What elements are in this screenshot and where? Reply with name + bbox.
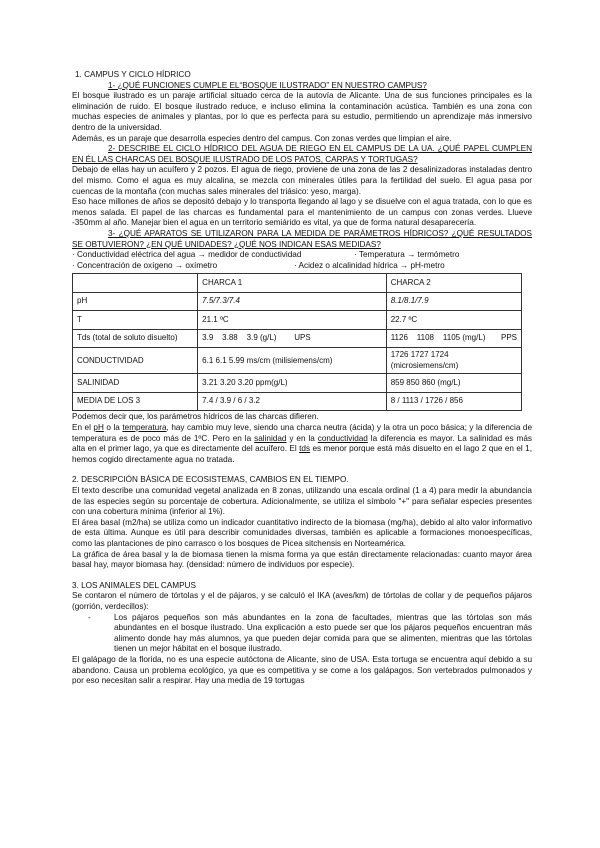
instrument-row [72, 261, 532, 272]
instrument-item: · Conductividad eléctrica del agua → medidor de conductividad [72, 250, 302, 260]
section-1-title: 1. CAMPUS Y CICLO HÍDRICO [75, 70, 191, 79]
table-row [73, 348, 522, 374]
question-2: 2- DESCRIBE EL CICLO HÍDRICO DEL AGUA DE RIEGO EN EL CAMPUS DE LA UA. ¿QUÉ PAPEL CUMPLEN EN ÉL LAS CHARCAS DEL BOSQUE ILUSTRADO DE LOS PATOS, CARPAS Y TORTUGAS? [72, 144, 532, 164]
instrument-item: · Acidez o alcalinidad hídrica → pH-metro [294, 260, 445, 270]
table-cell: CHARCA 2 [386, 274, 521, 293]
table-cell: 21.1 ºC [198, 311, 387, 330]
term-conductividad: conductividad [317, 433, 368, 443]
table-cell: T [73, 311, 198, 330]
measurements-table [72, 273, 522, 411]
instrument-item: · Temperatura → termómetro [354, 250, 460, 260]
paragraph: Podemos decir que, los parámetros hídricos de las charcas difieren. [72, 412, 319, 422]
paragraph: El bosque ilustrado es un paraje artificial situado cerca de la autovía de Alicante. Una de sus funciones principales es la eliminación de ruido. El bosque ilustrado reduce, e incluso elimina la contaminación acústica. También es una zona con muchas especies de animales y plantas, por lo que es perfecta para su estudio, permitiendo un aprendizaje más inmersivo dentro de la universidad. [72, 91, 532, 132]
list-item [82, 613, 532, 655]
table-cell: 1726 1727 1724 (microsiemens/cm) [386, 348, 521, 374]
paragraph: El área basal (m2/ha) se utiliza como un indicador cuantitativo indirecto de la biomasa (mg/ha), debido al alto valor informativo de esta última. Aunque es útil para describir comunidades diversas, también es aplicable a formaciones monoespecíficas, como las plantaciones de pino carrasco o los bosques de Picea sitchensis en Norteamérica. [72, 517, 532, 548]
table-cell: Tds (total de soluto disuelto) [73, 329, 198, 348]
table-cell: 8.1/8.1/7.9 [386, 292, 521, 311]
table-cell: 8 / 1113 / 1726 / 856 [386, 392, 521, 411]
table-cell: 1126 1108 1105 (mg/L) PPS [386, 329, 521, 348]
table-cell: pH [73, 292, 198, 311]
paragraph: En el pH o la temperatura, hay cambio muy leve, siendo una charca neutra (ácida) y la otra un poco básica; y la diferencia de temperatura es de poco más de 1ºC. Pero en la salinidad y en la conductividad la diferencia es mayor. La salinidad es más alta en el primer lago, ya que es directamente del acuífero. El tds es menor porque está más disuelto en el lago 2 que en el 1, hemos cogido directamente agua no tratada. [72, 423, 533, 464]
table-cell: 6.1 6.1 5.99 ms/cm (milisiemens/cm) [198, 348, 387, 374]
table-cell: 22.7 ºC [386, 311, 521, 330]
section-2-title: 2. DESCRIPCIÓN BÁSICA DE ECOSISTEMAS, CAMBIOS EN EL TIEMPO. [72, 475, 349, 485]
paragraph: Además, es un paraje que desarrolla especies dentro del campus. Con zonas verdes que limpian el aire. [72, 133, 452, 143]
question-3: 3- ¿QUÉ APARATOS SE UTILIZARON PARA LA MEDIDA DE PARÁMETROS HÍDRICOS? ¿QUÉ RESULTADOS SE OBTUVIERON? ¿EN QUÉ UNIDADES? ¿QUÉ NOS INDICAN ESAS MEDIDAS? [72, 228, 532, 249]
table-row [73, 329, 522, 348]
table-cell: SALINIDAD [73, 374, 198, 393]
list-bullet: - [88, 612, 91, 622]
paragraph: Se contaron el número de tórtolas y el de pájaros, y se calculó el IKA (aves/km) de tórtolas de collar y de pequeños pájaros (gorrión, verdecillos): [72, 591, 532, 611]
table-row [73, 374, 522, 393]
table-cell: CHARCA 1 [198, 274, 387, 293]
table-cell: 7.5/7.3/7.4 [198, 292, 387, 311]
term-temperatura: temperatura [122, 423, 167, 433]
term-salinidad: salinidad [254, 433, 287, 443]
term-tds: tds [299, 444, 311, 454]
section-3-title: 3. LOS ANIMALES DEL CAMPUS [72, 580, 196, 590]
question-1: 1- ¿QUÉ FUNCIONES CUMPLE EL“BOSQUE ILUSTRADO” EN NUESTRO CAMPUS? [108, 80, 427, 90]
table-row [73, 292, 522, 311]
table-cell: MEDIA DE LOS 3 [73, 392, 198, 411]
paragraph: La gráfica de área basal y la de biomasa tienen la misma forma ya que están directamente relacionadas: cuanto mayor área basal hay, mayor biomasa hay. (densidad: número de individuos por especie). [72, 549, 532, 570]
table-header-row [73, 274, 522, 293]
list-item-text: Los pájaros pequeños son más abundantes en la zona de facultades, mientras que las tórtolas son más abundantes en el bosque ilustrado. Una explicación a esto puede ser que los pájaros pequeños encuentran más alimento donde hay más alumnos, ya que pueden dejar comida para que se alimenten, mientras que las tórtolas tienen un mejor hábitat en el bosque ilustrado. [114, 612, 532, 654]
table-row [73, 311, 522, 330]
table-row [73, 392, 522, 411]
table-cell: 3.9 3.88 3.9 (g/L) UPS [198, 329, 387, 348]
paragraph: El galápago de la florida, no es una especie autóctona de Alicante, sino de USA. Esta tortuga se encuentra aquí debido a su abandono. Causa un problema ecológico, ya que es competitiva y se come a los galápagos. Son vertebrados pulmonados y por eso necesitan salir a respirar. Hay una media de 19 tortugas [72, 654, 532, 686]
paragraph: Debajo de ellas hay un acuífero y 2 pozos. El agua de riego, proviene de una zona de las 2 desalinizadoras instaladas dentro del mismo. Como el agua es muy alcalina, se mezcla con minerales útiles para la fertilidad del suelo. El agua pasa por cuencas de la montaña (con muchas sales minerales del triásico: yeso, marga). [72, 165, 532, 196]
table-cell: 3.21 3.20 3.20 ppm(g/L) [198, 374, 387, 393]
instrument-item: · Concentración de oxígeno → oxímetro [72, 260, 218, 270]
table-cell: CONDUCTIVIDAD [73, 348, 198, 374]
paragraph: Eso hace millones de años se depositó debajo y lo transporta llegando al lago y se disuelve con el agua tratada, con lo que es menos salada. El papel de las charcas es fundamental para el mantenimiento de un campus con zonas verdes. Llueve -350mm al año. Manejar bien el agua en un territorio semiárido es vital, ya que de forma natural desaparecería. [72, 197, 532, 228]
table-cell [73, 274, 198, 293]
instrument-row [72, 250, 532, 261]
term-ph: pH [93, 423, 104, 433]
table-cell: 859 850 860 (mg/L) [386, 374, 521, 393]
table-cell: 7.4 / 3.9 / 6 / 3.2 [198, 392, 387, 411]
paragraph: El texto describe una comunidad vegetal analizada en 8 zonas, utilizando una escala ordinal (1 a 4) para medir la abundancia de las especies según su porcentaje de cobertura. Adicionalmente, se utiliza el símbolo "+" para señalar especies presentes con una cobertura mínima (inferior al 1%). [72, 486, 532, 517]
document-page [72, 70, 532, 687]
